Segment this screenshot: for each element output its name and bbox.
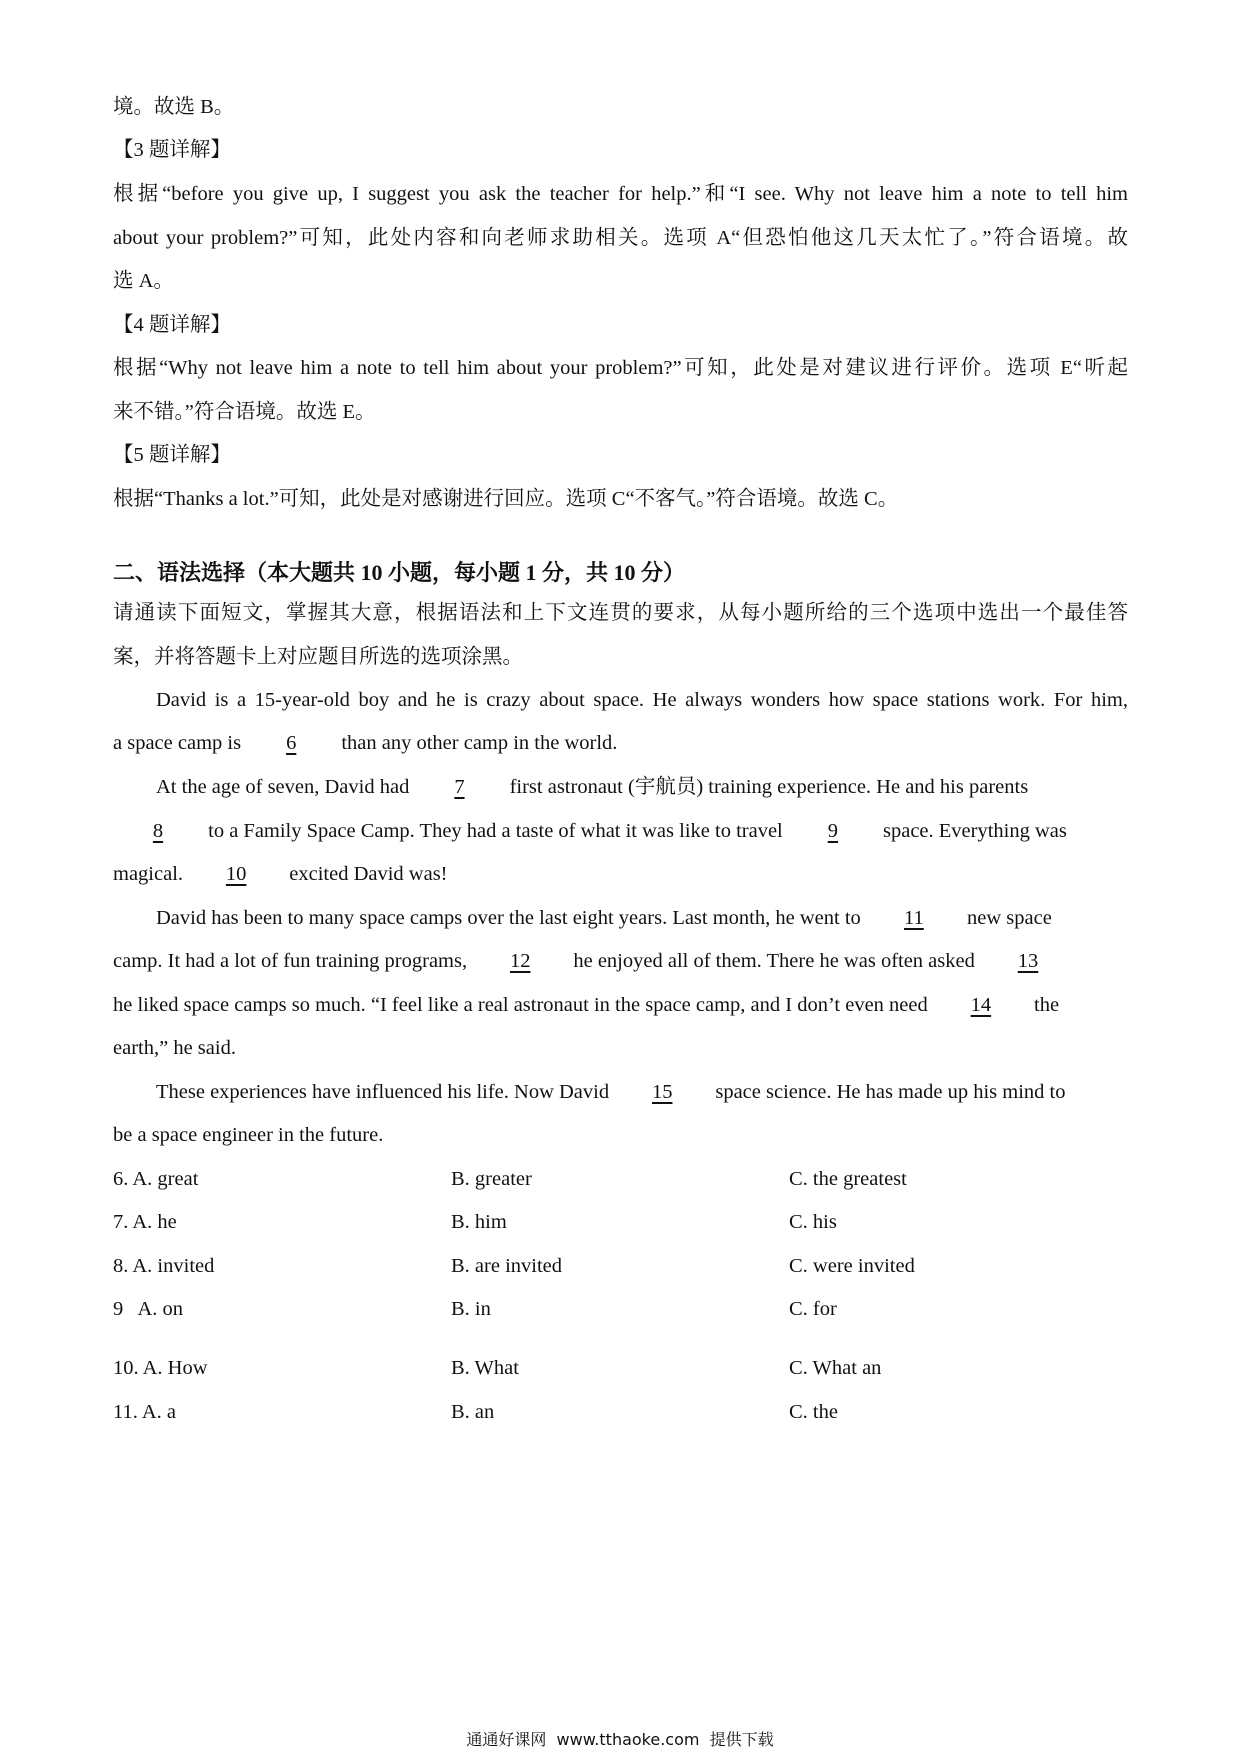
answer-text: 境。故选 B。 <box>113 96 235 118</box>
q5-explanation-line: 根据“Thanks a lot.”可知，此处是对感谢进行回应。选项 C“不客气。”符合语境。故选 C。 <box>113 488 899 510</box>
passage-line: David is a 15-year-old boy and he is crazy about space. He always wonders how space stations work. For him, <box>156 689 1128 711</box>
q4-title: 【4 题详解】 <box>113 314 231 336</box>
passage-line <box>156 904 1128 932</box>
passage-text: he enjoyed all of them. There he was often asked <box>568 950 980 972</box>
passage-text: camp. It had a lot of fun training programs, <box>113 950 473 972</box>
blank-15: 15 <box>651 1081 673 1103</box>
blank-13: 13 <box>1017 950 1039 972</box>
option-c: C. were invited <box>789 1255 915 1277</box>
blank-8: 8 <box>152 820 164 842</box>
passage-text: excited David was! <box>284 863 448 885</box>
passage-text: a space camp is <box>113 732 247 754</box>
passage-line <box>156 773 1128 801</box>
option-a: 7. A. he <box>113 1211 177 1233</box>
passage-text: new space <box>961 907 1052 929</box>
instruction-line: 案，并将答题卡上对应题目所选的选项涂黑。 <box>113 646 523 668</box>
option-b: B. are invited <box>451 1255 563 1277</box>
passage-line: earth,” he said. <box>113 1037 236 1059</box>
passage-text: than any other camp in the world. <box>336 732 618 754</box>
option-c: C. the <box>789 1401 838 1423</box>
q3-explanation-line: 根据“before you give up, I suggest you ask the teacher for help.”和“I see. Why not leave him a note to tell him <box>113 183 1128 205</box>
q3-explanation-line: about your problem?”可知，此处内容和向老师求助相关。选项 A“但恐怕他这几天太忙了。”符合语境。故 <box>113 227 1128 249</box>
passage-text: These experiences have influenced his life. Now David <box>156 1081 615 1103</box>
passage-text: he liked space camps so much. “I feel like a real astronaut in the space camp, and I don’t even need <box>113 994 933 1016</box>
q4-explanation-line: 根据“Why not leave him a note to tell him about your problem?”可知，此处是对建议进行评价。选项 E“听起 <box>113 357 1128 379</box>
passage-line <box>113 860 1128 888</box>
option-c: C. What an <box>789 1357 882 1379</box>
blank-10: 10 <box>225 863 247 885</box>
option-a: 6. A. great <box>113 1168 199 1190</box>
blank-12: 12 <box>509 950 531 972</box>
passage-line <box>113 817 1128 845</box>
blank-14: 14 <box>970 994 992 1016</box>
passage-text: At the age of seven, David had <box>156 776 415 798</box>
passage-text: to a Family Space Camp. They had a taste of what it was like to travel <box>203 820 788 842</box>
option-b: B. in <box>451 1298 491 1320</box>
q3-title: 【3 题详解】 <box>113 139 231 161</box>
q4-explanation-line: 来不错。”符合语境。故选 E。 <box>113 401 376 423</box>
option-b: B. What <box>451 1357 519 1379</box>
option-c: C. his <box>789 1211 837 1233</box>
passage-text: space. Everything was <box>877 820 1067 842</box>
option-b: B. him <box>451 1211 507 1233</box>
option-b: B. an <box>451 1401 495 1423</box>
passage-text: first astronaut (宇航员) training experience. He and his parents <box>504 776 1029 798</box>
passage-line <box>113 729 1128 757</box>
passage-text: David has been to many space camps over the last eight years. Last month, he went to <box>156 907 866 929</box>
blank-6: 6 <box>286 732 297 754</box>
blank-9: 9 <box>827 820 838 842</box>
blank-11: 11 <box>904 907 924 929</box>
option-a: 9 A. on <box>113 1298 184 1320</box>
passage-line <box>113 991 1128 1019</box>
page-footer: 通通好课网 www.tthaoke.com 提供下载 <box>466 1730 774 1749</box>
blank-7: 7 <box>454 776 465 798</box>
instruction-line: 请通读下面短文，掌握其大意，根据语法和上下文连贯的要求，从每小题所给的三个选项中选出一个最佳答 <box>113 602 1128 624</box>
q5-title: 【5 题详解】 <box>113 444 231 466</box>
option-a: 11. A. a <box>113 1401 177 1423</box>
option-c: C. the greatest <box>789 1168 907 1190</box>
passage-text: magical. <box>113 863 189 885</box>
option-a: 8. A. invited <box>113 1255 215 1277</box>
passage-line <box>113 947 1128 975</box>
passage-line: be a space engineer in the future. <box>113 1124 384 1146</box>
passage-line <box>156 1078 1128 1106</box>
section-heading: 二、语法选择（本大题共 10 小题，每小题 1 分，共 10 分） <box>113 560 686 585</box>
q3-explanation-line: 选 A。 <box>113 270 174 292</box>
option-a: 10. A. How <box>113 1357 208 1379</box>
passage-text: space science. He has made up his mind to <box>710 1081 1066 1103</box>
option-c: C. for <box>789 1298 837 1320</box>
option-b: B. greater <box>451 1168 532 1190</box>
passage-text: the <box>1028 994 1060 1016</box>
